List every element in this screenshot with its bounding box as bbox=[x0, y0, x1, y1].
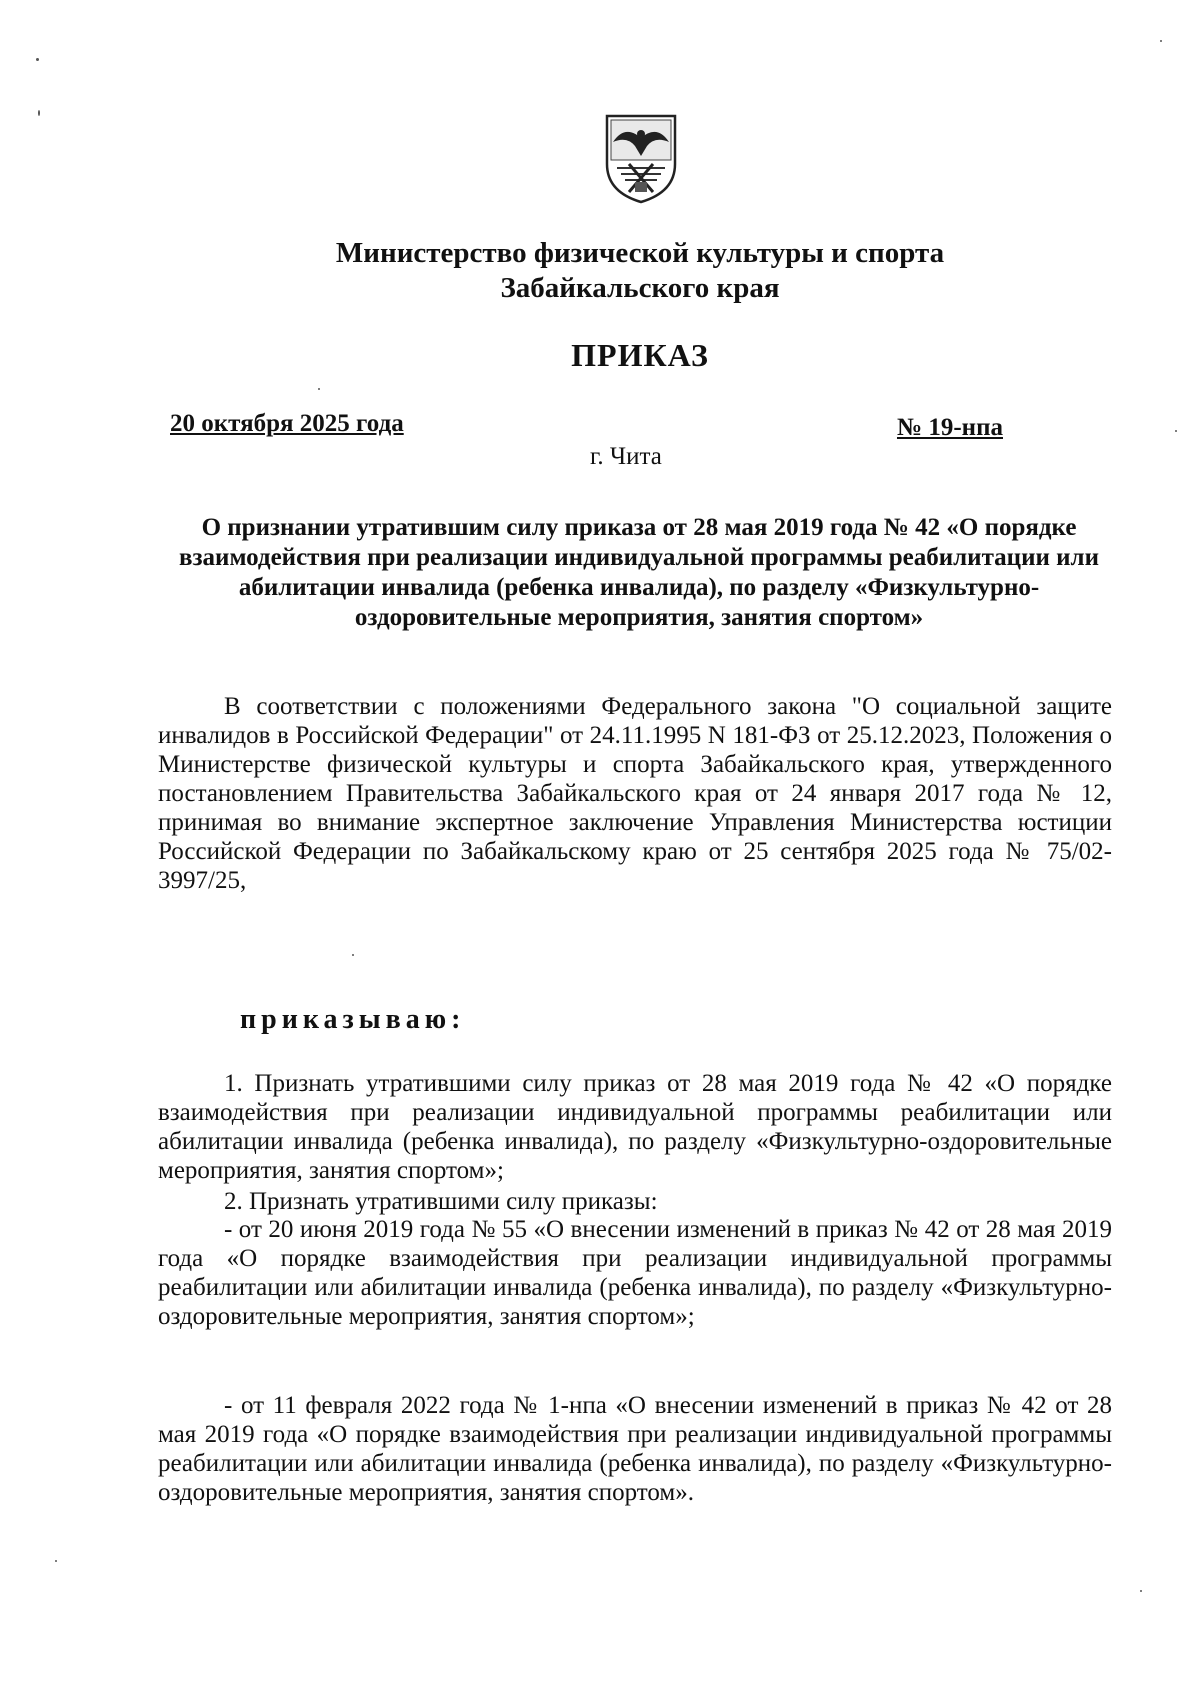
order-item-1: 1. Признать утратившими силу приказ от 28 мая 2019 года № 42 «О порядке взаимодействия при реализации индивидуальной программы реабилитации или абилитации инвалида (ребенка инвалида), по разделу «Физкультурно-оздоровительные мероприятия, занятия спортом»; bbox=[158, 1070, 1112, 1184]
order-subitem-2: - от 11 февраля 2022 года № 1-нпа «О внесении изменений в приказ № 42 от 28 мая 2019 года «О порядке взаимодействия при реализации индивидуальной программы реабилитации или абилитации инвалида (ребенка инвалида), по разделу «Физкультурно-оздоровительные мероприятия, занятия спортом». bbox=[158, 1392, 1112, 1506]
order-number: № 19-нпа bbox=[896, 414, 1003, 441]
order-item-2: 2. Признать утратившими силу приказы: bbox=[224, 1188, 658, 1215]
scan-speck bbox=[352, 954, 354, 956]
order-title: О признании утратившим силу приказа от 28 мая 2019 года № 42 «О порядке взаимодействия при реализации индивидуальной программы реабилитации или абилитации инвалида (ребенка инвалида), по разделу «Физкультурно-оздоровительные мероприятия, занятия спортом» bbox=[179, 514, 1099, 631]
scan-speck bbox=[318, 388, 320, 390]
coat-of-arms-icon bbox=[603, 112, 679, 204]
scan-speck bbox=[1160, 40, 1162, 42]
scan-speck bbox=[55, 1560, 57, 1562]
order-word: приказываю: bbox=[240, 1004, 466, 1035]
scan-speck bbox=[1175, 430, 1177, 432]
ministry-name-line2: Забайкальского края bbox=[500, 272, 780, 304]
order-date: 20 октября 2025 года bbox=[170, 410, 404, 437]
ministry-name-line1: Министерство физической культуры и спорта bbox=[335, 237, 945, 269]
document-type: ПРИКАЗ bbox=[571, 337, 709, 373]
scan-speck bbox=[38, 110, 40, 116]
preamble-paragraph: В соответствии с положениями Федерального закона "О социальной защите инвалидов в Российской Федерации" от 24.11.1995 N 181-ФЗ от 25.12.2023, Положения о Министерстве физической культуры и спорта Забайкальского края, утвержденного постановлением Правительства Забайкальского края от 24 января 2017 года № 12, принимая во внимание экспертное заключение Управления Министерства юстиции Российской Федерации по Забайкальскому краю от 25 сентября 2025 года № 75/02-3997/25, bbox=[158, 693, 1112, 894]
scan-speck bbox=[36, 58, 39, 61]
scan-speck bbox=[1140, 1590, 1142, 1592]
order-subitem-1: - от 20 июня 2019 года № 55 «О внесении изменений в приказ № 42 от 28 мая 2019 года «О порядке взаимодействия при реализации индивидуальной программы реабилитации или абилитации инвалида (ребенка инвалида), по разделу «Физкультурно-оздоровительные мероприятия, занятия спортом»; bbox=[158, 1216, 1112, 1330]
city: г. Чита bbox=[590, 443, 662, 470]
